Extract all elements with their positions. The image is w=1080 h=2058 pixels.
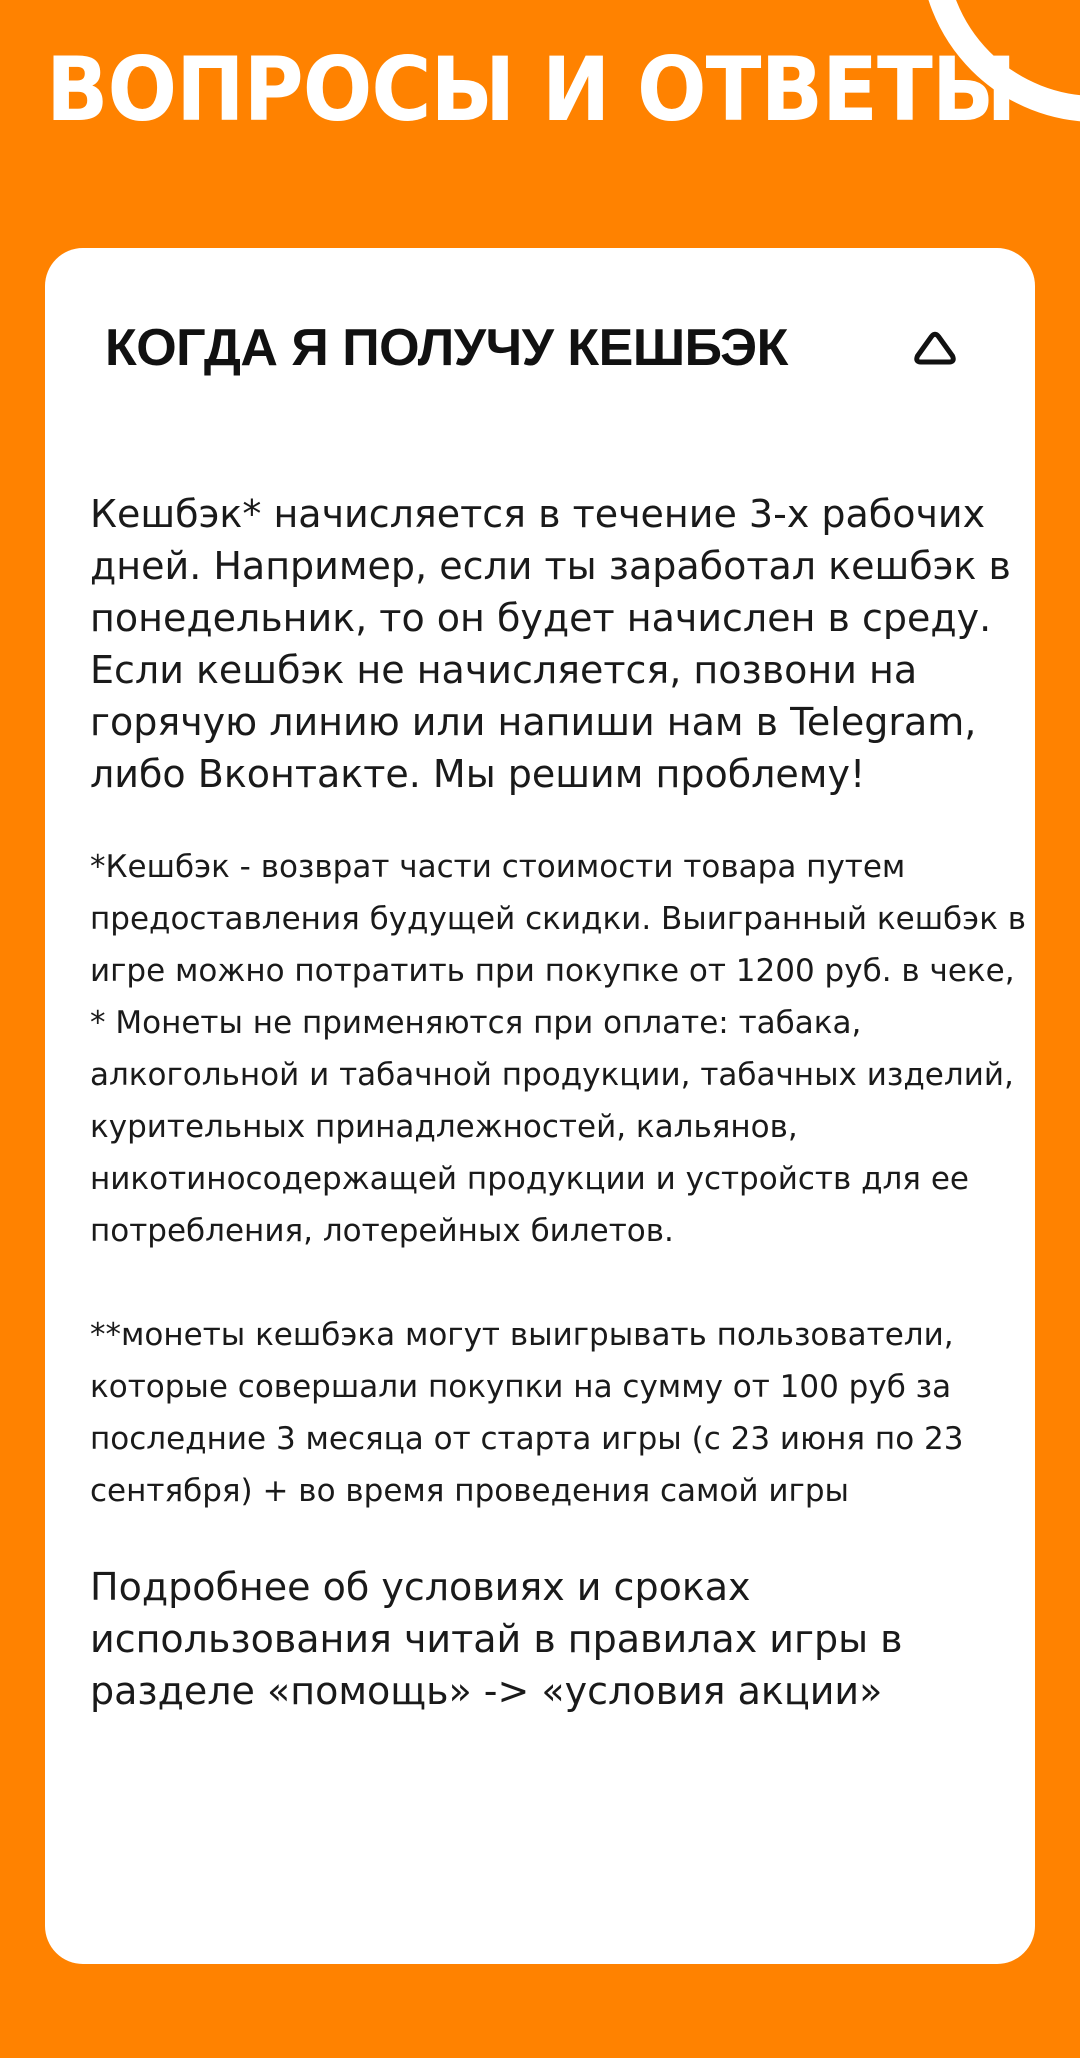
chevron-up-icon[interactable] xyxy=(905,318,965,378)
faq-card xyxy=(45,248,1035,1964)
page-title: ВОПРОСЫ И ОТВЕТЫ xyxy=(46,38,1016,141)
faq-answer xyxy=(90,488,1030,1717)
faq-question: КОГДА Я ПОЛУЧУ КЕШБЭК xyxy=(105,319,788,377)
answer-footnote-cashback: *Кешбэк - возврат части стоимости товара путем предоставления будущей скидки. Выигранный кешбэк в игре можно потратить при покупке от 1200 руб. в чеке, * Монеты не применяются при оплате: табака, алкогольной и табачной продукции, табачных изделий, курительных принадлежностей, кальянов, никотиносодержащей продукции и устройств для ее потребления, лотерейных билетов. xyxy=(90,849,1027,1249)
answer-more-info: Подробнее об условиях и сроках использования читай в правилах игры в разделе «помощь» -> «условия акции» xyxy=(90,1565,903,1713)
answer-main-text: Кешбэк* начисляется в течение 3-х рабочих дней. Например, если ты заработал кешбэк в понедельник, то он будет начислен в среду. Если кешбэк не начисляется, позвони на горячую линию или напиши нам в Telegram, либо Вконтакте. Мы решим проблему! xyxy=(90,492,1011,796)
answer-footnote-coins: **монеты кешбэка могут выигрывать пользователи, которые совершали покупки на сумму от 100 руб за последние 3 месяца от старта игры (с 23 июня по 23 сентября) + во время проведения самой игры xyxy=(90,1317,964,1509)
faq-question-header[interactable] xyxy=(105,310,985,386)
chevron-up-icon-glyph xyxy=(912,330,958,366)
